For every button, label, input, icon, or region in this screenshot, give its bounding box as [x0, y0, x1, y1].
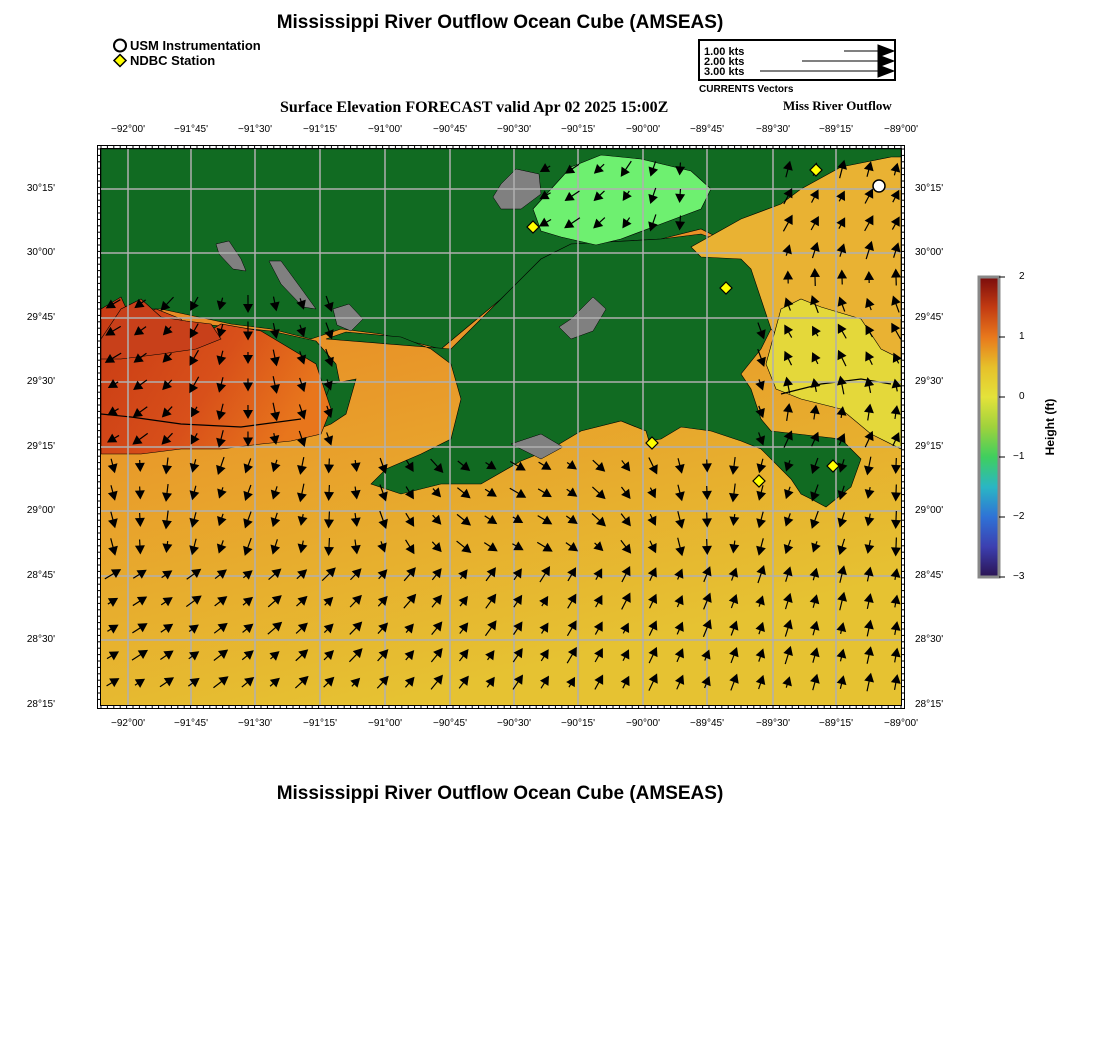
- lon-tick-label: −89°30': [756, 718, 790, 729]
- lat-tick-label: 29°45': [26, 312, 55, 323]
- lat-tick-label: 28°45': [26, 570, 55, 581]
- lon-tick-label: −91°30': [238, 718, 272, 729]
- lon-tick-label: −89°15': [819, 718, 853, 729]
- lat-tick-label: 29°30': [26, 376, 55, 387]
- lon-tick-label: −90°00': [626, 124, 660, 135]
- vector-legend-2kt: 2.00 kts: [704, 56, 745, 68]
- lon-tick-label: −92°00': [111, 124, 145, 135]
- lon-ticks-top: [0, 124, 1000, 138]
- lon-tick-label: −90°00': [626, 718, 660, 729]
- lon-tick-label: −91°45': [174, 124, 208, 135]
- lon-tick-label: −91°00': [368, 718, 402, 729]
- lat-tick-label: 30°00': [26, 247, 55, 258]
- legend-ndbc-label: NDBC Station: [130, 53, 216, 68]
- vector-legend-arrows: [700, 41, 894, 79]
- vector-legend-1kt: 1.00 kts: [704, 46, 745, 58]
- lon-tick-label: −89°45': [690, 124, 724, 135]
- lat-tick-label: 28°15': [915, 699, 944, 710]
- map-canvas: [97, 145, 905, 709]
- lat-tick-label: 28°45': [915, 570, 944, 581]
- lon-tick-label: −90°15': [561, 124, 595, 135]
- colorbar-tick: 2: [1019, 271, 1025, 282]
- map-data-area: [101, 149, 905, 705]
- legend-usm: [112, 38, 261, 53]
- lon-tick-label: −90°30': [497, 718, 531, 729]
- lat-tick-label: 28°15': [26, 699, 55, 710]
- colorbar-tick: −3: [1013, 571, 1025, 582]
- usm-instrument-marker: [873, 180, 885, 192]
- yellow-diamond-icon: [112, 53, 128, 68]
- lon-tick-label: −91°15': [303, 718, 337, 729]
- lon-tick-label: −92°00': [111, 718, 145, 729]
- lon-tick-label: −91°45': [174, 718, 208, 729]
- legend-ndbc: [112, 53, 261, 68]
- colorbar-tick: 0: [1019, 391, 1025, 402]
- lat-tick-label: 30°15': [26, 183, 55, 194]
- lon-tick-label: −89°15': [819, 124, 853, 135]
- colorbar: [976, 274, 1006, 582]
- vector-legend-title: CURRENTS Vectors: [699, 84, 794, 95]
- region-label: Miss River Outflow: [783, 98, 892, 113]
- white-circle-icon: [112, 38, 128, 53]
- lon-tick-label: −90°30': [497, 124, 531, 135]
- forecast-subtitle: Surface Elevation FORECAST valid Apr 02 2025 15:00Z: [280, 99, 669, 116]
- lon-tick-label: −90°45': [433, 718, 467, 729]
- footer-title: Mississippi River Outflow Ocean Cube (AMSEAS): [276, 783, 724, 804]
- lon-tick-label: −89°30': [756, 124, 790, 135]
- lon-tick-label: −89°00': [884, 124, 918, 135]
- lat-tick-label: 29°00': [26, 505, 55, 516]
- lon-tick-label: −89°45': [690, 718, 724, 729]
- lon-ticks-bottom: [0, 718, 1000, 732]
- legend-usm-label: USM Instrumentation: [130, 38, 261, 53]
- lat-ticks-right: [915, 0, 975, 1050]
- lat-tick-label: 29°45': [915, 312, 944, 323]
- colorbar-tick: −1: [1013, 451, 1025, 462]
- lon-tick-label: −90°45': [433, 124, 467, 135]
- colorbar-label: Height (ft): [1043, 398, 1057, 456]
- lon-tick-label: −91°15': [303, 124, 337, 135]
- vector-legend-box: [698, 39, 896, 81]
- lat-tick-label: 28°30': [26, 634, 55, 645]
- colorbar-tick: 1: [1019, 331, 1025, 342]
- lat-ticks-left: [0, 0, 95, 1050]
- main-title: Mississippi River Outflow Ocean Cube (AMSEAS): [276, 12, 724, 33]
- lon-tick-label: −89°00': [884, 718, 918, 729]
- lon-tick-label: −91°00': [368, 124, 402, 135]
- lat-tick-label: 29°00': [915, 505, 944, 516]
- lon-tick-label: −91°30': [238, 124, 272, 135]
- lat-tick-label: 29°15': [26, 441, 55, 452]
- colorbar-tick: −2: [1013, 511, 1025, 522]
- lat-tick-label: 29°30': [915, 376, 944, 387]
- lat-tick-label: 29°15': [915, 441, 944, 452]
- symbol-legend: [112, 38, 261, 68]
- lat-tick-label: 28°30': [915, 634, 944, 645]
- lat-tick-label: 30°15': [915, 183, 944, 194]
- lon-tick-label: −90°15': [561, 718, 595, 729]
- lat-tick-label: 30°00': [915, 247, 944, 258]
- vector-legend-3kt: 3.00 kts: [704, 66, 745, 78]
